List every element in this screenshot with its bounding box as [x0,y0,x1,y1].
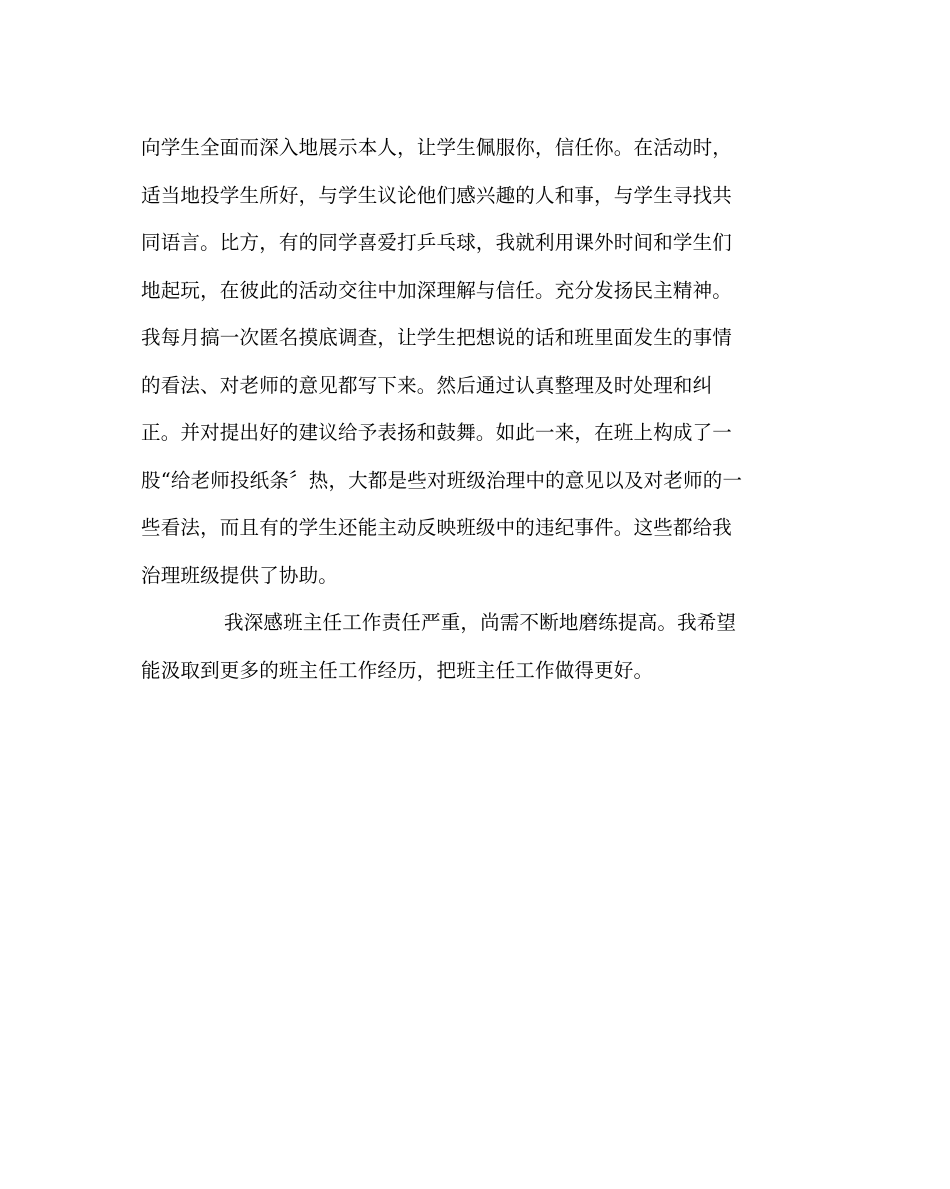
text-line: 同语言。比方，有的同学喜爱打乒乓球，我就利用课外时间和学生们 [141,231,733,254]
paragraph-first-line: 我深感班主任工作责任严重，尚需不断地磨练提高。我希望 [224,611,737,634]
text-line: 向学生全面而深入地展示本人，让学生佩服你，信任你。在活动时， [141,136,733,159]
text-line: 适当地投学生所好，与学生议论他们感兴趣的人和事，与学生寻找共 [141,183,733,207]
text-line: 地起玩，在彼此的活动交往中加深理解与信任。充分发扬民主精神。 [141,278,733,302]
text-line: 的看法、对老师的意见都写下来。然后通过认真整理及时处理和纠 [141,373,713,397]
text-line: 股“给老师投纸条〞热，大都是些对班级治理中的意见以及对老师的一 [141,468,743,492]
text-line: 正。并对提出好的建议给予表扬和鼓舞。如此一来，在班上构成了一 [141,421,733,444]
text-line: 我每月搞一次匿名摸底调查，让学生把想说的话和班里面发生的事情 [141,326,733,349]
document-body [141,128,811,698]
text-line: 能汲取到更多的班主任工作经历，把班主任工作做得更好。 [141,658,654,682]
text-line: 治理班级提供了协助。 [141,563,339,587]
text-line: 些看法，而且有的学生还能主动反映班级中的违纪事件。这些都给我 [141,516,733,539]
